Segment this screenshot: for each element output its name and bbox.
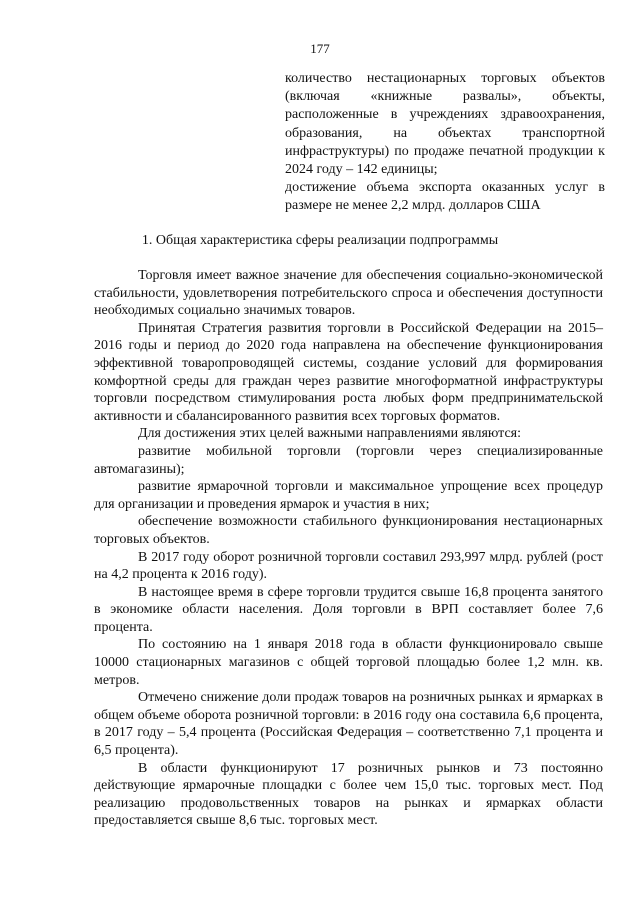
- paragraph: Для достижения этих целей важными направлениями являются:: [138, 426, 522, 442]
- page-number: 177: [310, 41, 330, 56]
- list-item: обеспечение возможности стабильного функционирования нестационарных торговых объектов.: [94, 514, 603, 547]
- paragraph: В области функционируют 17 розничных рынков и 73 постоянно действующие ярмарочные площадки с более чем 15,0 тыс. торговых мест. Под реализацию продовольственных товаров на рынках и ярмарках области предоставляется свыше 8,6 тыс. торговых мест.: [94, 760, 603, 829]
- paragraph: В настоящее время в сфере торговли трудится свыше 16,8 процента занятого в экономике области населения. Доля торговли в ВРП составляет более 7,6 процента.: [94, 584, 603, 635]
- indicator-item: количество нестационарных торговых объектов (включая «книжные развалы», объекты, расположенные в учреждениях здравоохранения, образования, на объектах транспортной инфраструктуры) по продаже печатной продукции к 2024 году – 142 единицы;: [285, 71, 605, 178]
- list-item: развитие мобильной торговли (торговли через специализированные автомагазины);: [94, 443, 603, 477]
- paragraph: Отмечено снижение доли продаж товаров на розничных рынках и ярмарках в общем объеме оборота розничной торговли: в 2016 году она составила 6,6 процента, в 2017 году – 5,4 процента (Российская Федерация – соответственно 7,1 процента и 6,5 процента).: [94, 690, 603, 759]
- paragraph: В 2017 году оборот розничной торговли составил 293,997 млрд. рублей (рост на 4,2 процента к 2016 году).: [94, 549, 603, 583]
- paragraph: Торговля имеет важное значение для обеспечения социально-экономической стабильности, удовлетворения потребительского спроса и обеспечения доступности необходимых социально значимых товаров.: [94, 268, 603, 319]
- section-title: 1. Общая характеристика сферы реализации подпрограммы: [141, 233, 499, 248]
- indicator-item: достижение объема экспорта оказанных услуг в размере не менее 2,2 млрд. долларов США: [285, 180, 605, 214]
- paragraph: По состоянию на 1 января 2018 года в области функционировало свыше 10000 стационарных магазинов с общей торговой площадью более 1,2 млн. кв. метров.: [94, 637, 603, 688]
- target-indicators-block: [285, 70, 605, 216]
- paragraph: Принятая Стратегия развития торговли в Российской Федерации на 2015–2016 годы и период до 2020 года направлена на обеспечение функционирования эффективной товаропроводящей системы, создание условий для формирования комфортной среды для граждан через развитие многоформатной инфраструктуры торговли посредством стимулирования роста любых форм предпринимательской активности и сбалансированного развития всех торговых форматов.: [94, 320, 603, 424]
- body-text: [94, 267, 603, 830]
- list-item: развитие ярмарочной торговли и максимальное упрощение всех процедур для организации и проведения ярмарок и участия в них;: [94, 479, 603, 512]
